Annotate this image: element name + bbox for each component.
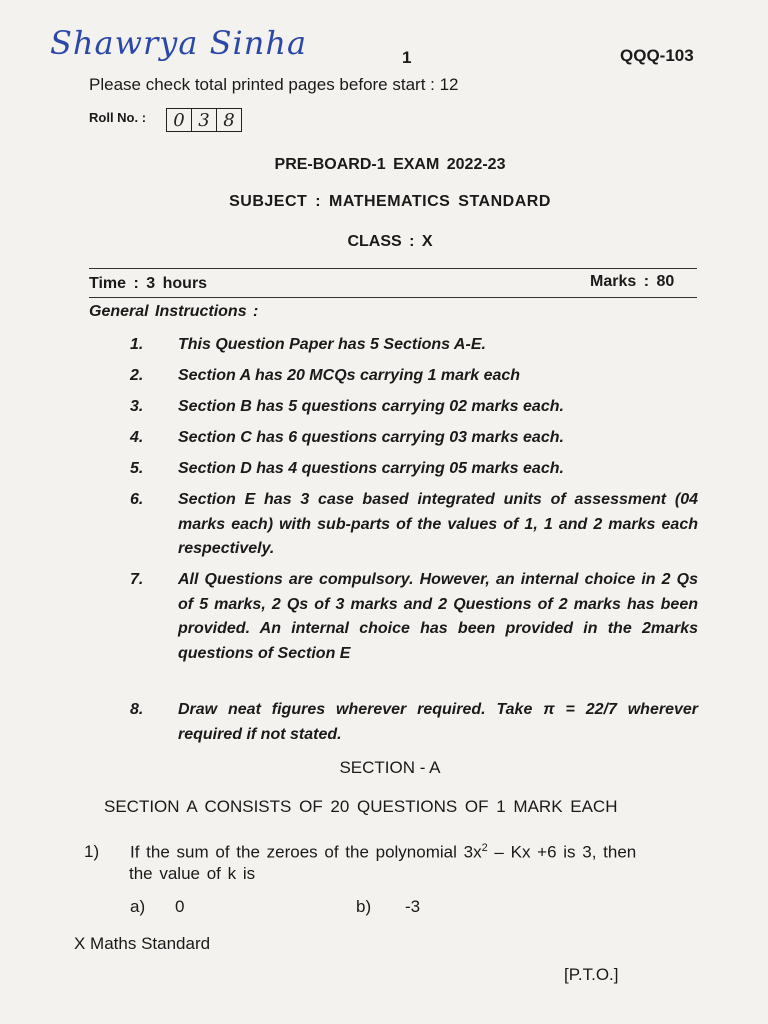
exam-subject: SUBJECT : MATHEMATICS STANDARD [229,193,551,210]
option-b-value: -3 [405,897,421,916]
exam-marks: Marks : 80 [590,273,675,290]
footer-left: X Maths Standard [74,934,211,953]
option-a-label: a) [130,897,146,916]
roll-digit: 8 [223,109,235,131]
divider-top [89,268,697,269]
option-b-label: b) [356,897,372,916]
section-title: SECTION - A [339,758,441,777]
divider-bottom [89,297,697,298]
exam-title: PRE-BOARD-1 EXAM 2022-23 [274,156,506,173]
question-text: If the sum of the zeroes of the polynomial $3x^2 - Kx +6$ is 3, then [130,842,637,862]
exam-class: CLASS : X [347,233,433,250]
question-text-line2: the value of k is [129,864,256,883]
option-a-value: 0 [175,897,185,916]
section-subtitle: SECTION A CONSISTS OF 20 QUESTIONS OF 1 MARK EACH [104,797,618,816]
roll-label: Roll No. : [89,110,147,125]
roll-number-boxes [166,108,242,132]
paper-code: QQQ-103 [620,46,694,65]
exam-time: Time : 3 hours [89,275,208,292]
student-name-signature: Shawrya Sinha [50,24,308,62]
instructions-heading: General Instructions : [89,303,259,320]
roll-digit: 3 [192,109,217,131]
question-number: 1) [84,842,100,861]
pages-note: Please check total printed pages before start : 12 [89,75,459,94]
roll-digit: 0 [167,109,192,131]
footer-right: [P.T.O.] [564,965,619,984]
page-number: 1 [402,48,412,67]
